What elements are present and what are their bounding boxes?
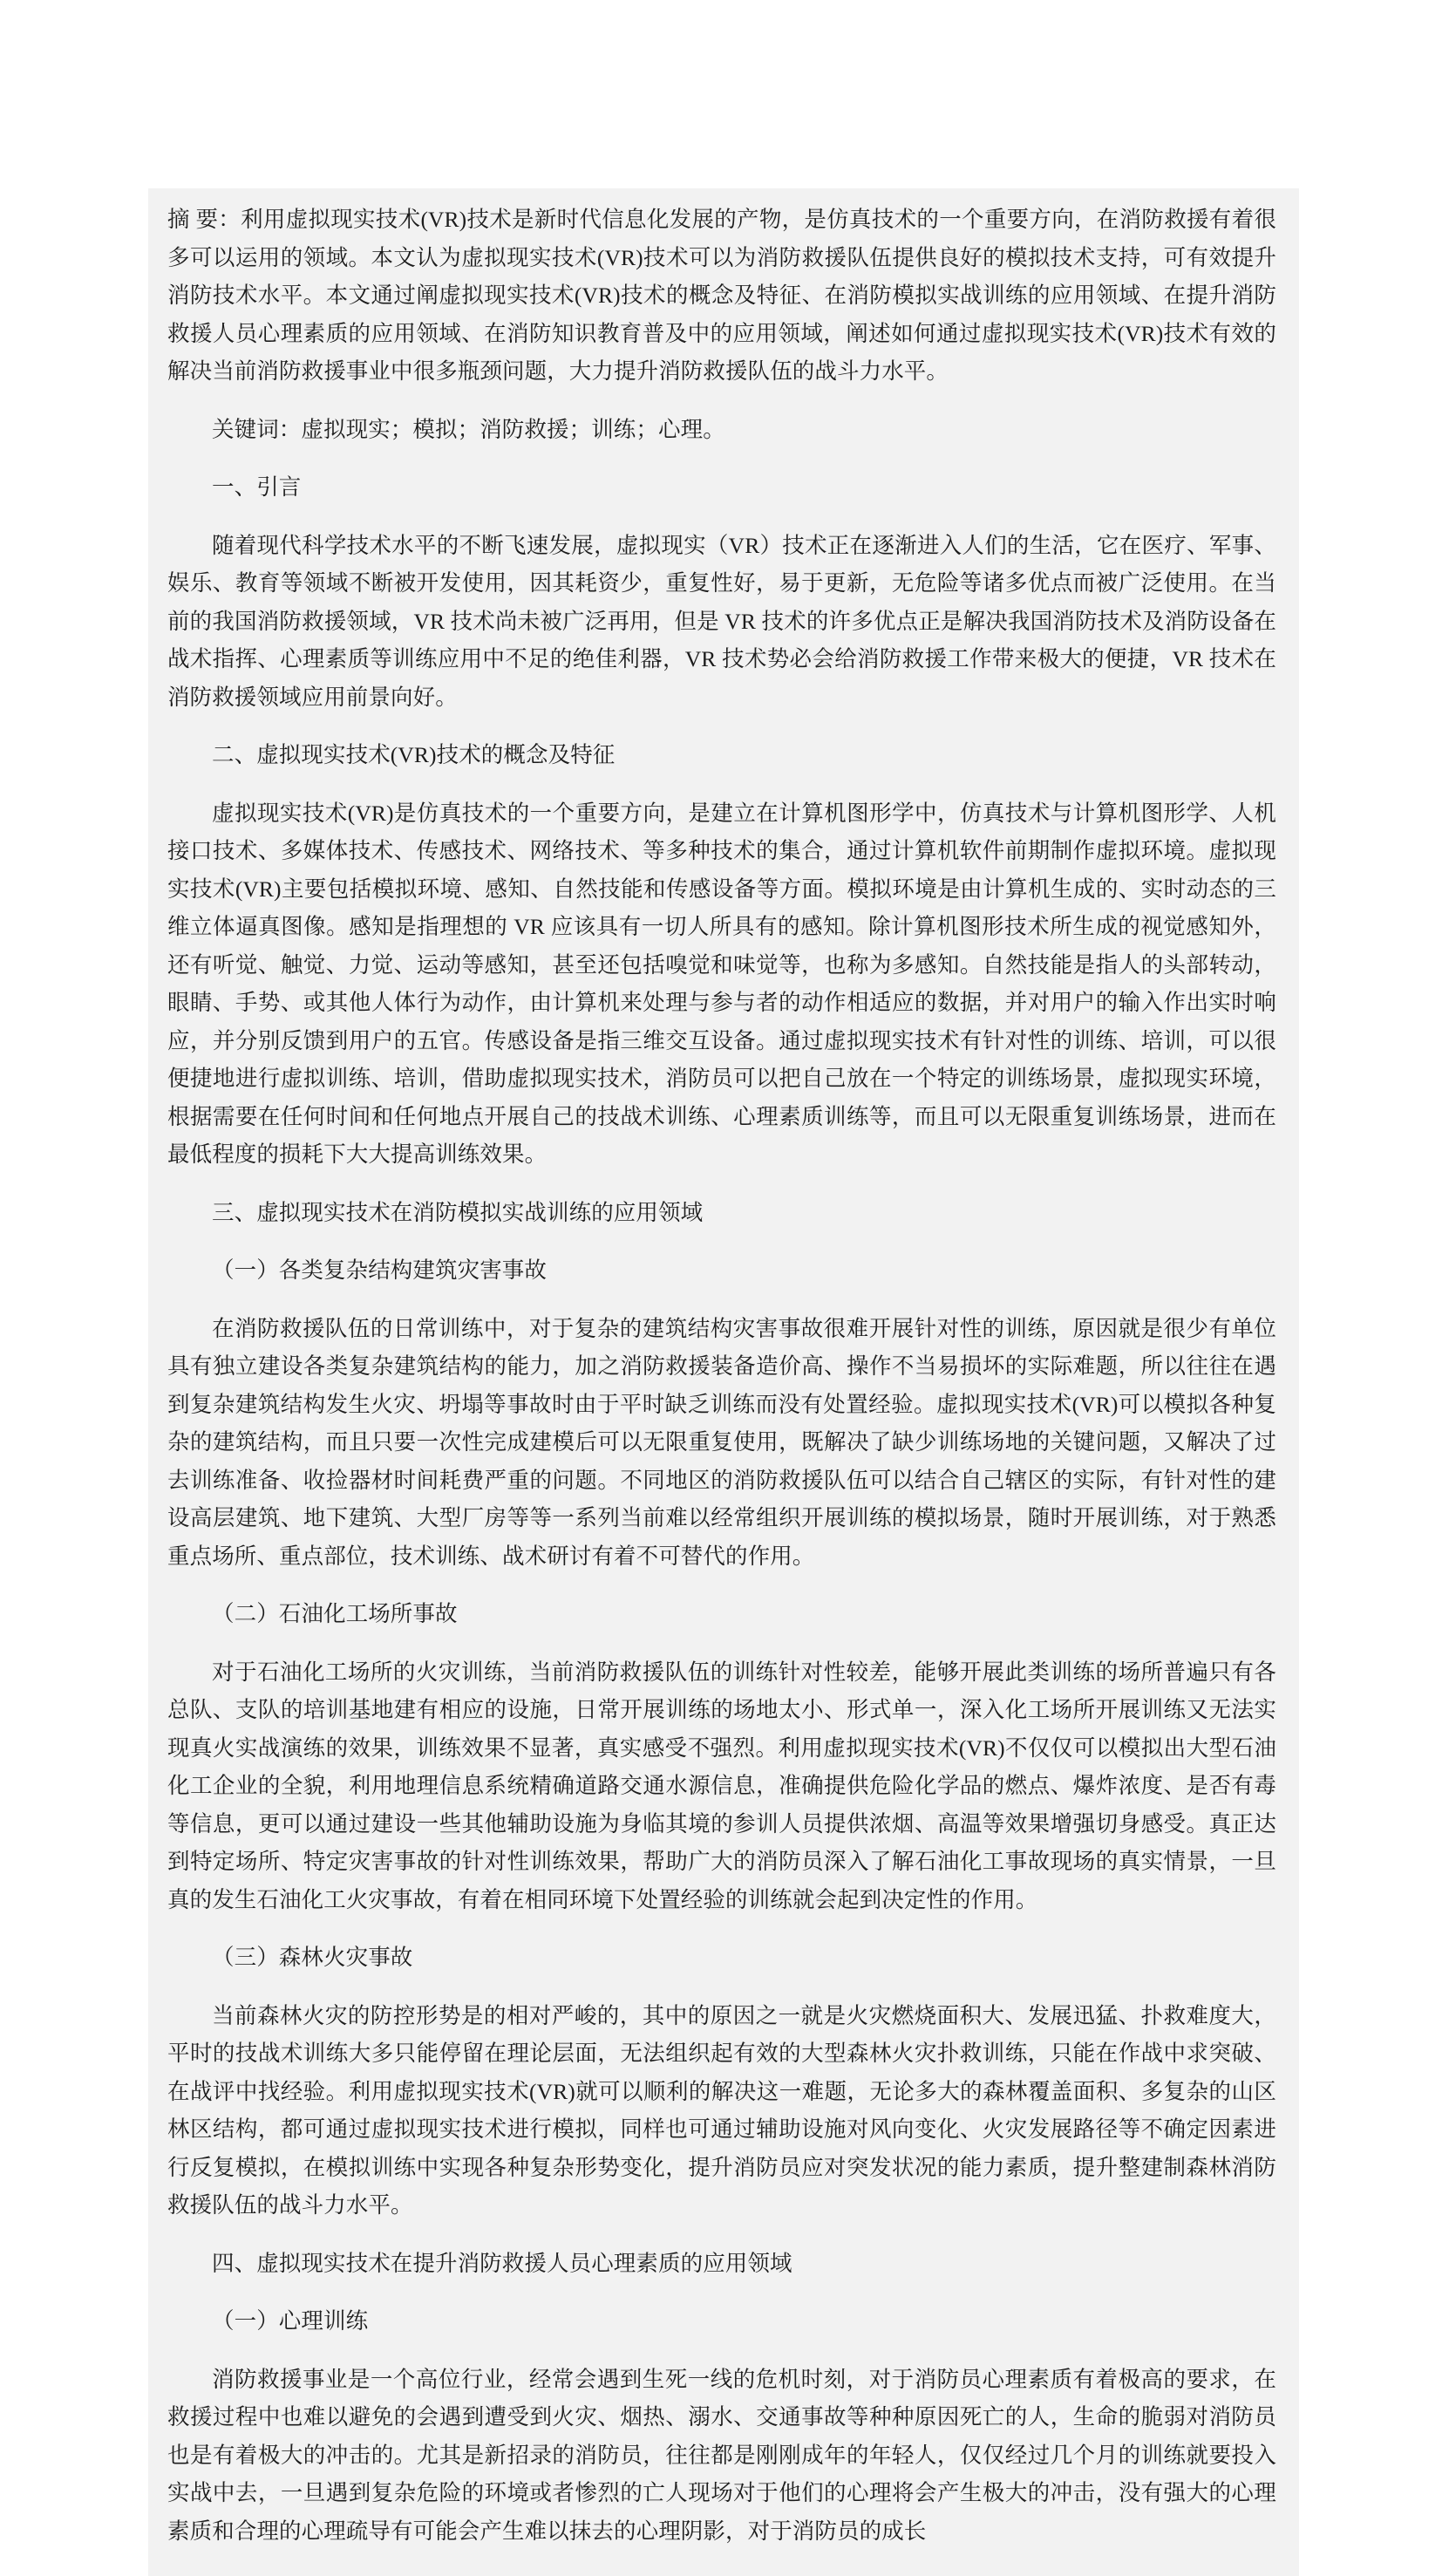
- section-2-paragraph: 虚拟现实技术(VR)是仿真技术的一个重要方向，是建立在计算机图形学中，仿真技术与计算机图形学、人机接口技术、多媒体技术、传感技术、网络技术、等多种技术的集合，通过计算机软件前期制作虚拟环境。虚拟现实技术(VR)主要包括模拟环境、感知、自然技能和传感设备等方面。模拟环境是由计算机生成的、实时动态的三维立体逼真图像。感知是指理想的 VR 应该具有一切人所具有的感知。除计算机图形技术所生成的视觉感知外，还有听觉、触觉、力觉、运动等感知，甚至还包括嗅觉和味觉等，也称为多感知。自然技能是指人的头部转动，眼睛、手势、或其他人体行为动作，由计算机来处理与参与者的动作相适应的数据，并对用户的输入作出实时响应，并分别反馈到用户的五官。传感设备是指三维交互设备。通过虚拟现实技术有针对性的训练、培训，可以很便捷地进行虚拟训练、培训，借助虚拟现实技术，消防员可以把自己放在一个特定的训练场景，虚拟现实环境，根据需要在任何时间和任何地点开展自己的技战术训练、心理素质训练等，而且可以无限重复训练场景，进而在最低程度的损耗下大大提高训练效果。: [167, 800, 1276, 1167]
- subsection-3-3-paragraph: 当前森林火灾的防控形势是的相对严峻的，其中的原因之一就是火灾燃烧面积大、发展迅猛、扑救难度大，平时的技战术训练大多只能停留在理论层面，无法组织起有效的大型森林火灾扑救训练，只能在作战中求突破、在战评中找经验。利用虚拟现实技术(VR)就可以顺利的解决这一难题，无论多大的森林覆盖面积、多复杂的山区林区结构，都可通过虚拟现实技术进行模拟，同样也可通过辅助设施对风向变化、火灾发展路径等不确定因素进行反复模拟，在模拟训练中实现各种复杂形势变化，提升消防员应对突发状况的能力素质，提升整建制森林消防救援队伍的战斗力水平。: [167, 2002, 1276, 2218]
- subsection-3-2-paragraph: 对于石油化工场所的火灾训练，当前消防救援队伍的训练针对性较差，能够开展此类训练的场所普遍只有各总队、支队的培训基地建有相应的设施，日常开展训练的场地太小、形式单一，深入化工场所开展训练又无法实现真火实战演练的效果，训练效果不显著，真实感受不强烈。利用虚拟现实技术(VR)不仅仅可以模拟出大型石油化工企业的全貌，利用地理信息系统精确道路交通水源信息，准确提供危险化学品的燃点、爆炸浓度、是否有毒等信息，更可以通过建设一些其他辅助设施为身临其境的参训人员提供浓烟、高温等效果增强切身感受。真正达到特定场所、特定灾害事故的针对性训练效果，帮助广大的消防员深入了解石油化工事故现场的真实情景，一旦真的发生石油化工火灾事故，有着在相同环境下处置经验的训练就会起到决定性的作用。: [167, 1659, 1276, 1912]
- subsection-4-1-paragraph: 消防救援事业是一个高位行业，经常会遇到生死一线的危机时刻，对于消防员心理素质有着极高的要求，在救援过程中也难以避免的会遇到遭受到火灾、烟热、溺水、交通事故等种种原因死亡的人，生命的脆弱对消防员也是有着极大的冲击的。尤其是新招录的消防员，往往都是刚刚成年的年轻人，仅仅经过几个月的训练就要投入实战中去，一旦遇到复杂危险的环境或者惨烈的亡人现场对于他们的心理将会产生极大的冲击，没有强大的心理素质和合理的心理疏导有可能会产生难以抹去的心理阴影，对于消防员的成长: [167, 2366, 1276, 2544]
- page-bottom-spacer: [148, 2569, 1299, 2574]
- abstract-paragraph: 摘 要：利用虚拟现实技术(VR)技术是新时代信息化发展的产物，是仿真技术的一个重要方向，在消防救援有着很多可以运用的领域。本文认为虚拟现实技术(VR)技术可以为消防救援队伍提供良好的模拟技术支持，可有效提升消防技术水平。本文通过阐虚拟现实技术(VR)技术的概念及特征、在消防模拟实战训练的应用领域、在提升消防救援人员心理素质的应用领域、在消防知识教育普及中的应用领域，阐述如何通过虚拟现实技术(VR)技术有效的解决当前消防救援事业中很多瓶颈问题，大力提升消防救援队伍的战斗力水平。: [167, 207, 1276, 384]
- subsection-heading-4-1: （一）心理训练: [212, 2308, 369, 2334]
- subsection-heading-3-2: （二）石油化工场所事故: [212, 1601, 458, 1626]
- subsection-3-1-paragraph: 在消防救援队伍的日常训练中，对于复杂的建筑结构灾害事故很难开展针对性的训练，原因就是很少有单位具有独立建设各类复杂建筑结构的能力，加之消防救援装备造价高、操作不当易损坏的实际难题，所以往往在遇到复杂建筑结构发生火灾、坍塌等事故时由于平时缺乏训练而没有处置经验。虚拟现实技术(VR)可以模拟各种复杂的建筑结构，而且只要一次性完成建模后可以无限重复使用，既解决了缺少训练场地的关键问题，又解决了过去训练准备、收捡器材时间耗费严重的问题。不同地区的消防救援队伍可以结合自己辖区的实际，有针对性的建设高层建筑、地下建筑、大型厂房等等一系列当前难以经常组织开展训练的模拟场景，随时开展训练，对于熟悉重点场所、重点部位，技术训练、战术研讨有着不可替代的作用。: [167, 1315, 1276, 1569]
- section-heading-3: 三、虚拟现实技术在消防模拟实战训练的应用领域: [212, 1199, 704, 1225]
- keywords-paragraph: 关键词：虚拟现实；模拟；消防救援；训练；心理。: [212, 416, 725, 442]
- subsection-heading-3-3: （三）森林火灾事故: [212, 1945, 413, 1970]
- section-heading-2: 二、虚拟现实技术(VR)技术的概念及特征: [212, 742, 616, 767]
- section-heading-4: 四、虚拟现实技术在提升消防救援人员心理素质的应用领域: [212, 2250, 792, 2276]
- section-1-paragraph: 随着现代科学技术水平的不断飞速发展，虚拟现实（VR）技术正在逐渐进入人们的生活，它在医疗、军事、娱乐、教育等领域不断被开发使用，因其耗资少，重复性好，易于更新，无危险等诸多优点而被广泛使用。在当前的我国消防救援领域，VR 技术尚未被广泛再用，但是 VR 技术的许多优点正是解决我国消防技术及消防设备在战术指挥、心理素质等训练应用中不足的绝佳利器，VR 技术势必会给消防救援工作带来极大的便捷，VR 技术在消防救援领域应用前景向好。: [167, 532, 1276, 710]
- section-heading-1: 一、引言: [212, 474, 302, 500]
- document-content-area: [148, 188, 1299, 2576]
- subsection-heading-3-1: （一）各类复杂结构建筑灾害事故: [212, 1257, 548, 1283]
